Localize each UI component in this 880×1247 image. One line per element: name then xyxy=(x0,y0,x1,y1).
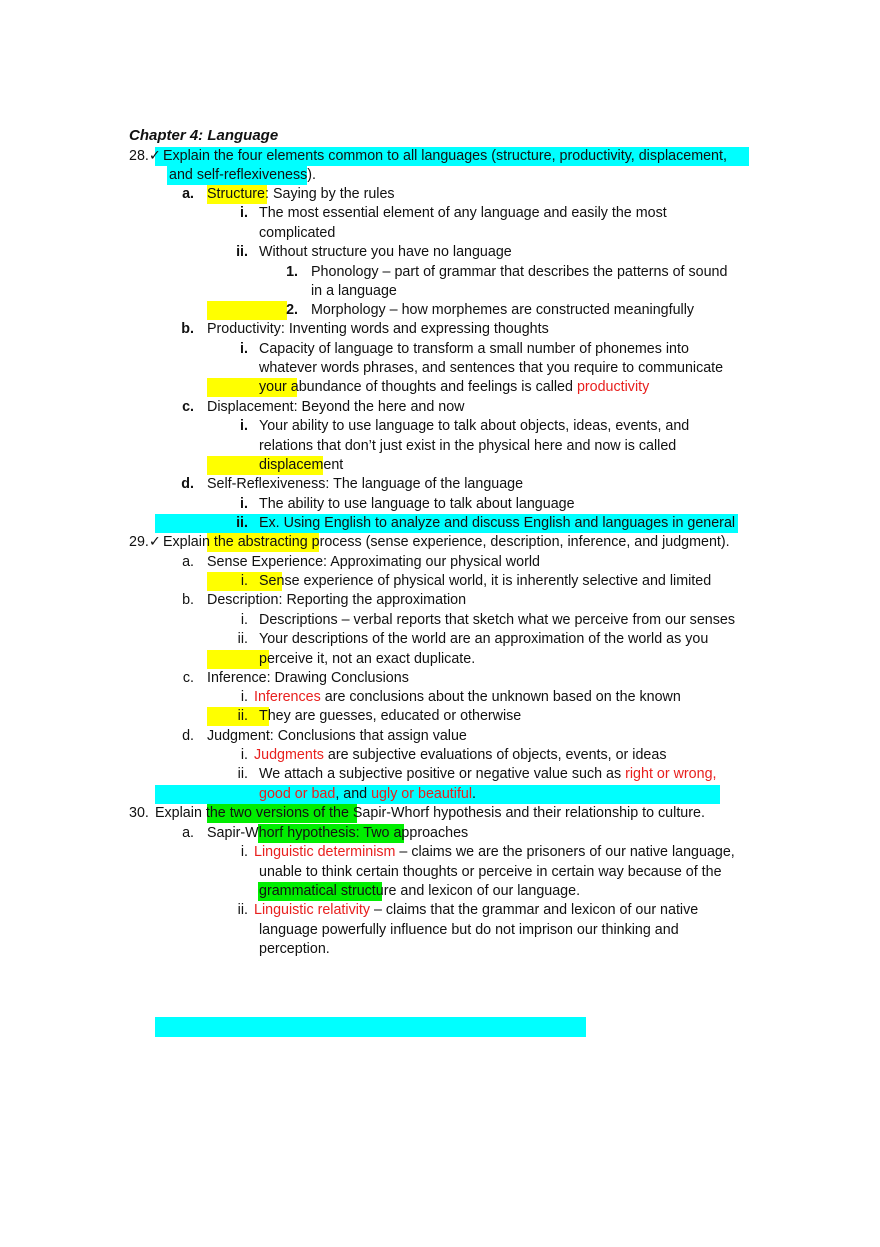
q29-b-ii-marker: ii. xyxy=(237,631,248,647)
q28-a-text: Structure: Saying by the rules xyxy=(207,186,395,202)
q30-a-ii-line2: language powerfully influence but do not imprison our thinking and xyxy=(259,922,679,938)
highlight-empty-bar xyxy=(155,1017,586,1037)
q28-b-i-line3: your abundance of thoughts and feelings is called productivity xyxy=(259,379,650,395)
q29-d-i-marker: i. xyxy=(240,747,248,763)
q28-c-i-line2: relations that don’t just exist in the physical here and now is called xyxy=(259,438,677,454)
q30-a-i-line1: Linguistic determinism – claims we are the prisoners of our native language, xyxy=(254,844,735,860)
q30-number: 30. xyxy=(129,805,149,821)
q28-a-ii-2-line1: Morphology – how morphemes are constructed meaningfully xyxy=(311,302,695,318)
q28-b-i-line1: Capacity of language to transform a small number of phonemes into xyxy=(259,341,689,357)
q28-d-marker: d. xyxy=(181,476,194,492)
q29-text-line1: Explain the abstracting process (sense experience, description, inference, and judgment). xyxy=(163,534,730,550)
q28-a-i-line1: The most essential element of any language and easily the most xyxy=(259,205,667,221)
q28-d-i-line1: The ability to use language to talk about language xyxy=(259,496,575,512)
q29-b-text: Description: Reporting the approximation xyxy=(207,592,467,608)
q30-a-ii-marker: ii. xyxy=(237,902,248,918)
q28-d-ii-line1: Ex. Using English to analyze and discuss English and languages in general xyxy=(259,515,736,531)
q29-c-text: Inference: Drawing Conclusions xyxy=(207,670,409,686)
q30-a-ii-line3: perception. xyxy=(259,941,330,957)
q29-d-text: Judgment: Conclusions that assign value xyxy=(207,728,467,744)
q30-a-i-line2: unable to think certain thoughts or perceive in certain way because of the xyxy=(259,864,722,880)
q29-b-marker: b. xyxy=(182,592,194,608)
q28-c-i-line3: displacement xyxy=(259,457,344,473)
q28-d-text: Self-Reflexiveness: The language of the language xyxy=(207,476,524,492)
q28-a-ii-line1: Without structure you have no language xyxy=(259,244,512,260)
q29-a-i-line1: Sense experience of physical world, it is inherently selective and limited xyxy=(259,573,712,589)
q28-number: 28.✓ xyxy=(129,148,161,164)
q28-c-i-marker: i. xyxy=(240,418,248,434)
q29-b-i-line1: Descriptions – verbal reports that sketch what we perceive from our senses xyxy=(259,612,735,628)
q28-a-i-line2: complicated xyxy=(259,225,336,241)
q28-a-marker: a. xyxy=(182,186,194,202)
q29-number: 29.✓ xyxy=(129,534,161,550)
q30-a-i-line3: grammatical structure and lexicon of our language. xyxy=(259,883,581,899)
q29-c-i-marker: i. xyxy=(240,689,248,705)
q29-c-ii-line1: They are guesses, educated or otherwise xyxy=(259,708,522,724)
check-icon: ✓ xyxy=(148,148,161,164)
q29-c-i-line1: Inferences are conclusions about the unknown based on the known xyxy=(254,689,681,705)
q28-a-ii-1-marker: 1. xyxy=(286,264,298,280)
q28-c-text: Displacement: Beyond the here and now xyxy=(207,399,465,415)
q29-b-ii-line2: perceive it, not an exact duplicate. xyxy=(259,651,476,667)
q29-a-i-marker: i. xyxy=(240,573,248,589)
q28-a-ii-2-marker: 2. xyxy=(286,302,298,318)
q28-a-ii-marker: ii. xyxy=(236,244,248,260)
q29-a-text: Sense Experience: Approximating our physical world xyxy=(207,554,540,570)
q28-text-line1: Explain the four elements common to all languages (structure, productivity, displacement, xyxy=(163,148,727,164)
q30-a-marker: a. xyxy=(182,825,194,841)
q29-d-i-line1: Judgments are subjective evaluations of objects, events, or ideas xyxy=(254,747,667,763)
q30-a-i-marker: i. xyxy=(240,844,248,860)
q28-b-i-line2: whatever words phrases, and sentences that you require to communicate xyxy=(259,360,724,376)
q29-b-ii-line1: Your descriptions of the world are an approximation of the world as you xyxy=(259,631,709,647)
q28-a-ii-1-line2: in a language xyxy=(311,283,397,299)
q29-d-ii-line2: good or bad, and ugly or beautiful. xyxy=(259,786,477,802)
q29-c-marker: c. xyxy=(182,670,194,686)
check-icon: ✓ xyxy=(148,534,161,550)
q29-d-ii-marker: ii. xyxy=(237,766,248,782)
q30-a-text: Sapir-Whorf hypothesis: Two approaches xyxy=(207,825,469,841)
q28-d-i-marker: i. xyxy=(240,496,248,512)
q29-a-marker: a. xyxy=(182,554,194,570)
q28-b-i-marker: i. xyxy=(240,341,248,357)
q30-text-line1: Explain the two versions of the Sapir-Whorf hypothesis and their relationship to culture. xyxy=(155,805,705,821)
q29-b-i-marker: i. xyxy=(240,612,248,628)
chapter-title: Chapter 4: Language xyxy=(129,127,279,144)
q29-c-ii-marker: ii. xyxy=(237,708,248,724)
q28-b-marker: b. xyxy=(181,321,194,337)
q28-b-text: Productivity: Inventing words and expressing thoughts xyxy=(207,321,549,337)
q28-c-i-line1: Your ability to use language to talk about objects, ideas, events, and xyxy=(259,418,690,434)
q30-a-ii-line1: Linguistic relativity – claims that the grammar and lexicon of our native xyxy=(254,902,699,918)
q28-a-i-marker: i. xyxy=(240,205,248,221)
q28-text-line2: and self-reflexiveness). xyxy=(169,167,317,183)
q28-d-ii-marker: ii. xyxy=(236,515,248,531)
q29-d-marker: d. xyxy=(182,728,194,744)
q29-d-ii-line1: We attach a subjective positive or negative value such as right or wrong, xyxy=(259,766,717,782)
q28-c-marker: c. xyxy=(182,399,194,415)
q28-a-ii-1-line1: Phonology – part of grammar that describes the patterns of sound xyxy=(311,264,728,280)
